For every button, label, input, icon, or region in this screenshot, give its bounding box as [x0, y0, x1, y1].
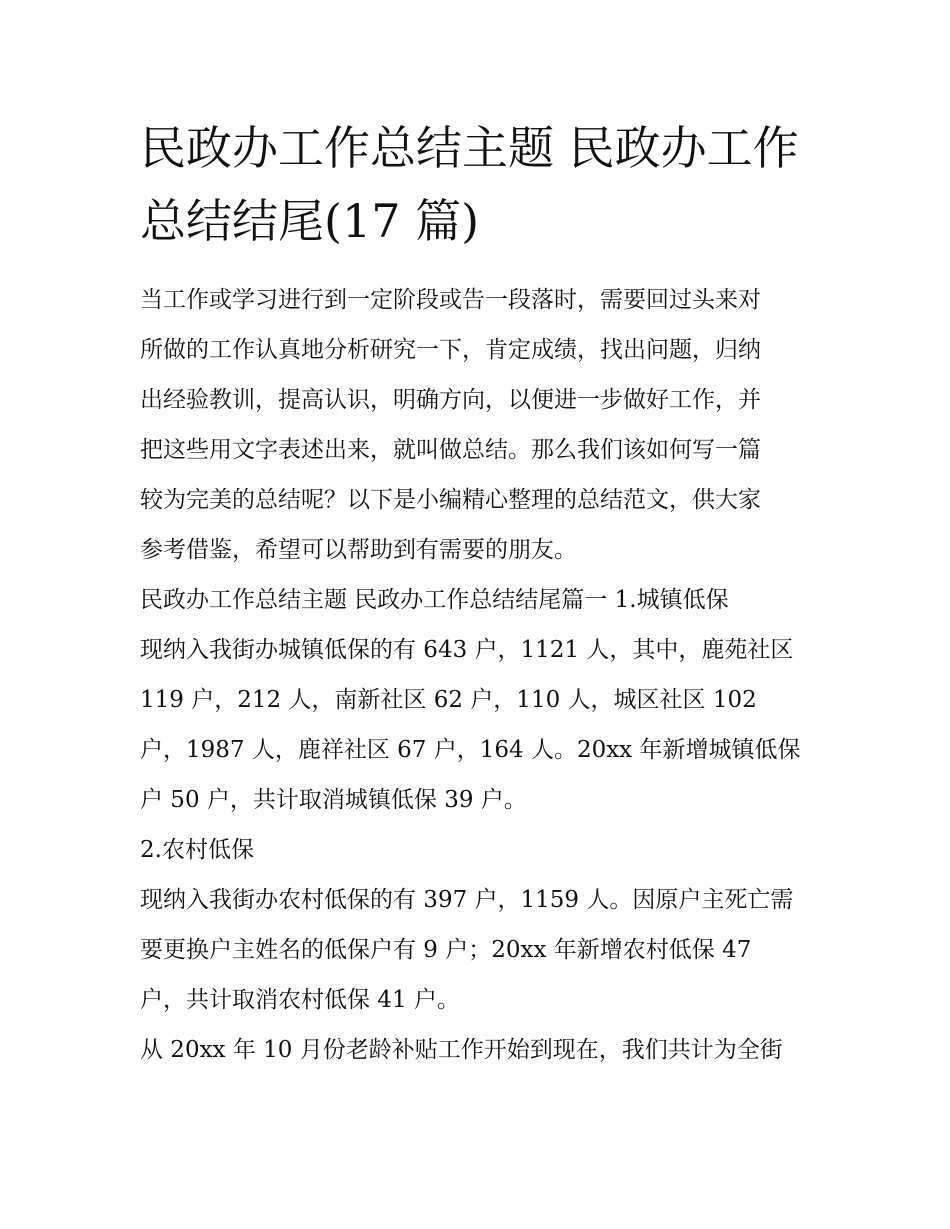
body-line: 从 20xx 年 10 月份老龄补贴工作开始到现在，我们共计为全街 [140, 1037, 783, 1063]
body-line: 现纳入我街办农村低保的有 397 户，1159 人。因原户主死亡需 [140, 887, 794, 913]
body-line: 参考借鉴，希望可以帮助到有需要的朋友。 [140, 537, 577, 563]
body-line: 所做的工作认真地分析研究一下，肯定成绩，找出问题，归纳 [140, 337, 761, 363]
body-line: 户，共计取消农村低保 41 户。 [140, 987, 460, 1013]
body-line: 较为完美的总结呢？以下是小编精心整理的总结范文，供大家 [140, 487, 761, 513]
body-line: 要更换户主姓名的低保户有 9 户；20xx 年新增农村低保 47 [140, 937, 752, 963]
document-title: 民政办工作总结主题 民政办工作总结结尾(17 篇) [140, 121, 799, 248]
body-line: 民政办工作总结主题 民政办工作总结结尾篇一 1.城镇低保 [140, 587, 729, 613]
body-line: 当工作或学习进行到一定阶段或告一段落时，需要回过头来对 [140, 287, 761, 313]
body-line: 把这些用文字表述出来，就叫做总结。那么我们该如何写一篇 [140, 437, 761, 463]
body-line: 2.农村低保 [140, 837, 254, 863]
body-line: 现纳入我街办城镇低保的有 643 户，1121 人，其中，鹿苑社区 [140, 637, 794, 663]
body-line: 户，1987 人，鹿祥社区 67 户，164 人。20xx 年新增城镇低保 [140, 737, 801, 763]
body-line: 119 户，212 人，南新社区 62 户，110 人，城区社区 102 [140, 687, 757, 713]
body-line: 出经验教训，提高认识，明确方向，以便进一步做好工作，并 [140, 387, 761, 413]
body-line: 户 50 户，共计取消城镇低保 39 户。 [140, 787, 527, 813]
